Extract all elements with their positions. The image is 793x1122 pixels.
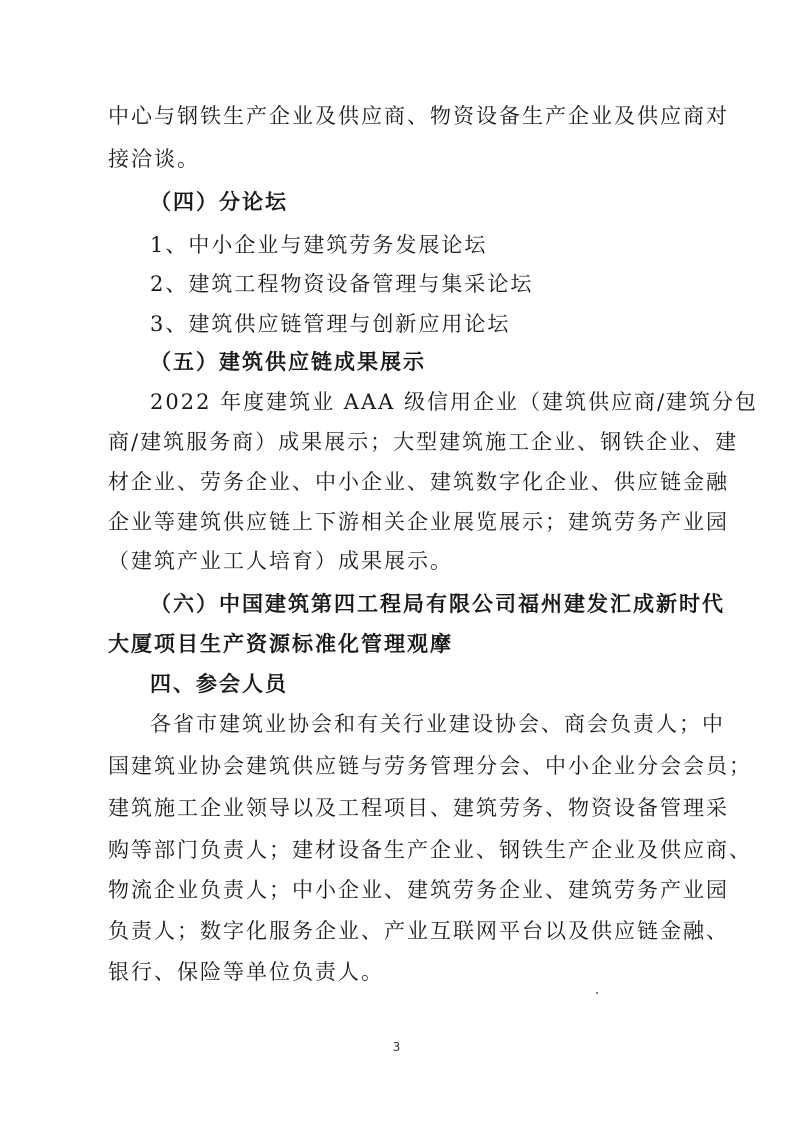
paragraph-line: 物流企业负责人；中小企业、建筑劳务企业、建筑劳务产业园 (108, 878, 729, 902)
paragraph-line: 负责人；数字化服务企业、产业互联网平台以及供应链金融、 (108, 919, 729, 943)
section-heading-observation-cont: 大厦项目生产资源标准化管理观摩 (108, 631, 453, 656)
section-heading-attendees: 四、参会人员 (150, 671, 288, 696)
paragraph-line: （建筑产业工人培育）成果展示。 (108, 549, 453, 573)
paragraph-line: 建筑施工企业领导以及工程项目、建筑劳务、物资设备管理采 (108, 796, 729, 820)
list-item: 1、中小企业与建筑劳务发展论坛 (150, 233, 488, 257)
paragraph-line: 企业等建筑供应链上下游相关企业展览展示；建筑劳务产业园 (108, 510, 729, 534)
list-item: 2、建筑工程物资设备管理与集采论坛 (150, 272, 534, 296)
paragraph-line: 各省市建筑业协会和有关行业建设协会、商会负责人；中 (150, 712, 725, 736)
list-item: 3、建筑供应链管理与创新应用论坛 (150, 312, 511, 336)
section-heading-showcase: （五）建筑供应链成果展示 (150, 349, 426, 374)
section-heading-forums: （四）分论坛 (150, 189, 288, 214)
paragraph-line: 接洽谈。 (108, 147, 200, 171)
scan-speck (596, 992, 598, 994)
paragraph-line: 购等部门负责人；建材设备生产企业、钢铁生产企业及供应商、 (108, 838, 752, 862)
paragraph-line: 银行、保险等单位负责人。 (108, 960, 384, 984)
paragraph-line: 材企业、劳务企业、中小企业、建筑数字化企业、供应链金融 (108, 470, 729, 494)
paragraph-line: 国建筑业协会建筑供应链与劳务管理分会、中小企业分会会员； (108, 754, 752, 778)
paragraph-line: 2022 年度建筑业 AAA 级信用企业（建筑供应商/建筑分包 (150, 390, 759, 414)
paragraph-line: 商/建筑服务商）成果展示；大型建筑施工企业、钢铁企业、建 (108, 430, 739, 454)
page-number: 3 (392, 1040, 401, 1054)
paragraph-line: 中心与钢铁生产企业及供应商、物资设备生产企业及供应商对 (108, 104, 729, 128)
section-heading-observation: （六）中国建筑第四工程局有限公司福州建发汇成新时代 (150, 591, 725, 616)
